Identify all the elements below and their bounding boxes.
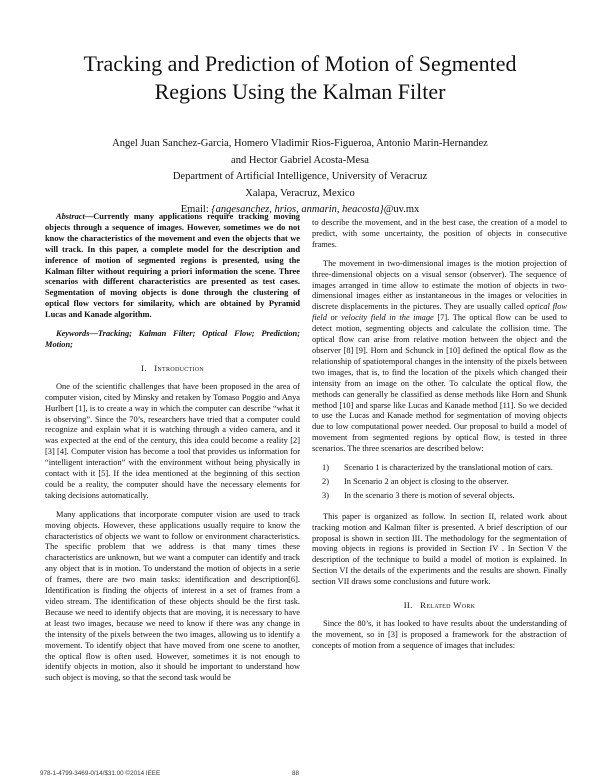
author-line-1: Angel Juan Sanchez-Garcia, Homero Vladimir Rios-Figueroa, Antonio Marin-Hernandez [112, 138, 488, 149]
paragraph: This paper is organized as follow. In section II, related work about tracking motion and Kalman filter is presented. A brief description of our proposal is shown in section III. The methodology for the segmentation of moving objects in regions is provided in Section IV . In Section V the description of the technique to build a model of motion is explained. In Section VI the details of the experiments and the results are shown. Finally section VII draws some conclusions and future work. [312, 511, 567, 587]
list-item [312, 477, 567, 488]
paragraph: Many applications that incorporate computer vision are used to track moving objects. However, these applications usually require to know the characteristics of objects we want to follow or environment characteristics. The specific problem that we address is that many times these characteristics are unknown, but we want a computer can identify and track any object that is in motion. To understand the motion of objects in a serie of frames, there are two main tasks: identification and description[6]. Identification is finding the objects of interest in a set of frames from a video stream. The identification of these objects should be the first task. Because we need to identify objects that are moving, it is necessary to have at least two images, because we need to know if there was any change in the intensity of the pixels between the two images, allowing us to identify a movement. To identify object that have moved from one scene to another, the optical flow is often used. However, sometimes it is not enough to identify objects in motion, also it should be important to understand how such object is moving, so that the second task would be [45, 509, 300, 683]
section-number: I. [140, 362, 147, 373]
list-item [312, 463, 567, 474]
section-heading-introduction [45, 363, 300, 374]
list-number: 2) [322, 476, 329, 486]
email-handles: {angesanchez, hrios, anmarin, heacosta} [211, 204, 384, 215]
abstract-lead: Abstract [56, 212, 85, 221]
abstract [45, 212, 300, 321]
section-number: II. [403, 600, 413, 611]
emphasis: optical flow field [312, 302, 567, 323]
emphasis: velocity field in the image [341, 313, 434, 323]
paragraph-text: [7]. The optical flow can be used to detect motion, segmenting objects and calculate the collision time. The optical flow can arise from relative motion between the object and the observer [8] [9]. Horn and Schunck in [10] defined the optical flow as the relationship of spatiotemporal changes in the intensity of the pixels between two images, that is, to find the location of the pixels which changed their intensity from an image on the other. To calculate the optical flow, the methods can generally be classified as dense methods like Horn and Shunk method [10] and sparse like Lucas and Kanade method [11]. So we decided to use the Lucas and Kanade method for segmentation of moving objects due to low computational power needed. Our proposal to build a model of movement from segmented regions by optical flow, is tested in three scenarios. The three scenarios are described below: [312, 313, 568, 454]
paragraph: to describe the movement, and in the best case, the creation of a model to predict, with some uncertainty, the position of objects in consecutive frames. [312, 218, 567, 249]
author-block [90, 136, 510, 219]
department: Department of Artificial Intelligence, University of Veracruz [172, 171, 428, 182]
paragraph-text: or [326, 313, 342, 323]
page-number: 88 [292, 770, 300, 777]
email-domain: @uv.mx [383, 204, 420, 215]
section-title: Related Work [420, 600, 476, 611]
keywords [45, 329, 300, 351]
keywords-text: —Tracking; Kalman Filter; Optical Flow; Prediction; Motion; [45, 329, 300, 349]
paragraph: Since the 80’s, it has looked to have results about the understanding of the movement, so in [3] is proposed a framework for the abstraction of concepts of motion from a sequence of images that includes: [312, 619, 567, 650]
list-text: In the scenario 3 there is motion of several objects. [344, 490, 515, 500]
paragraph: One of the scientific challenges that have been proposed in the area of computer vision, cited by Minsky and retaken by Tomaso Poggio and Anya Hurlbert [1], is to create a way in which the computer can describe “what it is observing”. Since the 70’s, researchers have tried that a computer could recognize and explain what it is watching through a video camera, and it was expected at the end of the century, this idea could become a reality [2] [3] [4]. Computer vision has become a tool that provides us information for “intelligent interaction” with the environment without being physically in contact with it [5]. If the idea mentioned at the beginning of this section could be a reality, the computer should have the necessary elements for taking decisions automatically. [45, 381, 300, 500]
paper-title [40, 50, 560, 106]
abstract-text: —Currently many applications require tracking moving objects through a sequence of images. However, sometimes we do not know the characteristics of the movement and even the objects that we will track. In this paper, a complete model for the description and inference of motion of segmented regions is presented, using the Kalman filter without requiring a priori information the scene. Three scenarios with different characteristics are presented as test cases. Segmentation of moving objects is done through the clustering of optical flow vectors for similarity, which are obtained by Pyramid Lucas and Kanade algorithm. [45, 212, 300, 320]
list-number: 1) [322, 463, 329, 473]
right-column [312, 218, 567, 660]
title-line-1: Tracking and Prediction of Motion of Segmented [83, 51, 517, 76]
left-column [45, 212, 300, 692]
email-label: Email: [180, 204, 212, 215]
section-title: Introduction [154, 362, 205, 373]
list-number: 3) [322, 490, 329, 500]
paragraph [312, 259, 567, 455]
list-item [312, 491, 567, 502]
copyright-footer: 978-1-4799-3469-0/14/$31.00 ©2014 IEEE [40, 770, 161, 777]
list-text: Scenario 1 is characterized by the translational motion of cars. [344, 463, 553, 473]
keywords-lead: Keywords [56, 329, 90, 339]
section-heading-related-work [312, 600, 567, 611]
title-line-2: Regions Using the Kalman Filter [154, 79, 446, 104]
location: Xalapa, Veracruz, Mexico [245, 187, 355, 199]
scenario-list [312, 463, 567, 502]
paragraph-text: The movement in two-dimensional images is the motion projection of three-dimensional objects on a visual sensor (observer). The sequence of images arranged in time allow to estimate the motion of objects in two-dimensional images either as instantaneous in the images or velocities in discrete displacements in the pictures. They are usually called [312, 258, 567, 312]
list-text: In Scenario 2 an object is closing to the observer. [344, 476, 509, 486]
author-line-2: and Hector Gabriel Acosta-Mesa [231, 154, 369, 166]
